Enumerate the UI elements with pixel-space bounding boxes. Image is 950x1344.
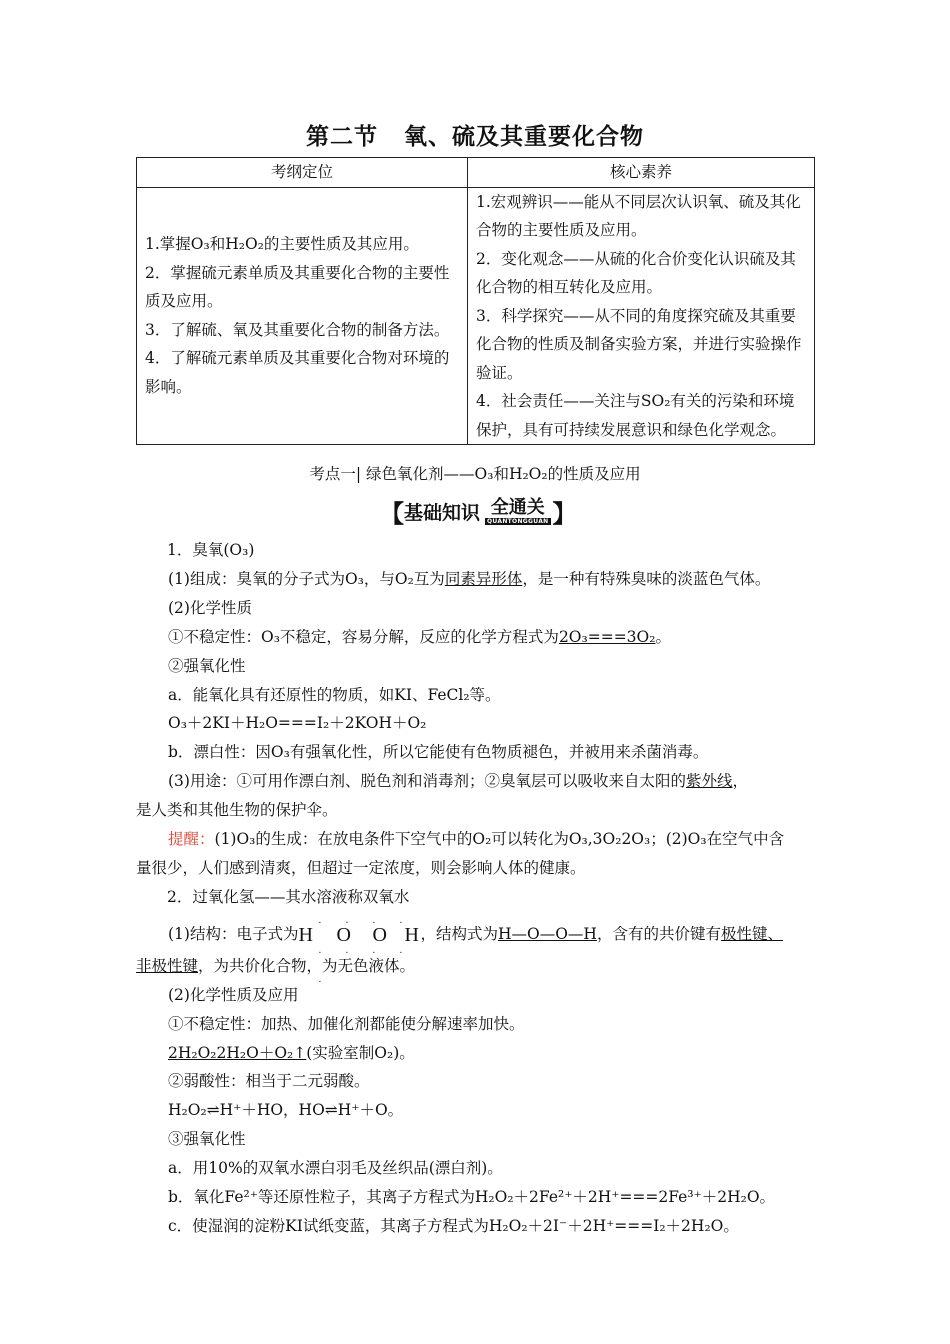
basic-knowledge-banner	[380, 494, 577, 528]
answer-underline: 同素异形体	[444, 569, 523, 588]
equation: H₂O₂⇌H⁺＋HO，HO⇌H⁺＋O。	[168, 1101, 404, 1120]
text: (3)用途：①可用作漂白剂、脱色剂和消毒剂；②臭氧层可以吸收来自太阳的	[168, 772, 686, 791]
paragraph: 1．臭氧(O₃)	[167, 541, 255, 559]
text: ，含有的共价键有	[596, 924, 721, 943]
answer-underline: 紫外线	[685, 772, 733, 791]
answer-underline: 2O₃===3O₂	[558, 627, 656, 646]
text: (实验室制O₂)。	[306, 1043, 415, 1062]
banner-text: 基础知识	[404, 501, 481, 524]
answer-underline: H—O—O—H	[497, 924, 597, 943]
right-bracket: 】	[552, 499, 577, 528]
text: (1)结构：电子式为	[168, 924, 299, 943]
equation: O₃＋2KI＋H₂O===I₂＋2KOH＋O₂	[168, 714, 427, 733]
left-bracket: 【	[380, 499, 404, 528]
outline-item: 3．了解硫、氧及其重要化合物的制备方法。	[145, 320, 450, 339]
paragraph: (2)化学性质及应用	[168, 985, 299, 1004]
paragraph	[136, 565, 816, 594]
atom: H	[298, 923, 313, 946]
header-exam-outline: 考纲定位	[137, 158, 468, 188]
paragraph: ①不稳定性：加热、加催化剂都能使分解速率加快。	[168, 1014, 525, 1033]
electron-dots: · · · · ·	[318, 947, 413, 988]
atom: O	[372, 923, 387, 946]
paragraph: (2)化学性质	[168, 598, 252, 617]
section-name: 氧、硫及其重要化合物	[404, 124, 644, 150]
text: ①不稳定性：O₃不稳定，容易分解，反应的化学方程式为	[168, 627, 559, 646]
text: (1)组成：臭氧的分子式为O₃，与O₂互为	[168, 569, 445, 588]
electron-dots: · · · ·	[318, 917, 413, 929]
paragraph	[136, 623, 816, 652]
text: ，	[732, 772, 748, 791]
paragraph: 2．过氧化氢——其水溶液称双氧水	[167, 887, 410, 906]
paragraph: ②弱酸性：相当于二元弱酸。	[168, 1072, 370, 1091]
paragraph: 量很少，人们感到清爽，但超过一定浓度，则会影响人体的健康。	[136, 858, 586, 877]
literacy-item: 2．变化观念——从硫的化合价变化认识硫及其化合物的相互转化及应用。	[476, 249, 796, 296]
objectives-table	[136, 157, 815, 445]
paragraph: c．使湿润的淀粉KI试纸变蓝，其离子方程式为H₂O₂＋2I⁻＋2H⁺===I₂＋2H₂O。	[168, 1216, 739, 1235]
paragraph	[136, 952, 816, 981]
header-core-literacy: 核心素养	[468, 158, 815, 188]
answer-underline: 2H₂O₂2H₂O＋O₂↑	[168, 1043, 307, 1062]
content-body	[136, 536, 816, 1241]
literacy-item: 4．社会责任——关注与SO₂有关的污染和环境保护，具有可持续发展意识和绿色化学观念。	[476, 392, 795, 439]
core-literacy-cell	[468, 187, 815, 445]
outline-item: 4．了解硫元素单质及其重要化合物对环境的影响。	[145, 349, 450, 396]
paragraph: a．能氧化具有还原性的物质，如KI、FeCl₂等。	[168, 685, 501, 704]
text: (1)O₃的生成：在放电条件下空气中的O₂可以转化为O₃,3O₂2O₃；(2)O₃在空气中含	[214, 830, 785, 849]
paragraph: 是人类和其他生物的保护伞。	[136, 801, 338, 820]
banner-tag	[485, 498, 550, 525]
paragraph: a．用10%的双氧水漂白羽毛及丝织品(漂白剂)。	[168, 1159, 503, 1178]
literacy-item: 3．科学探究——从不同的角度探究硫及其重要化合物的性质及制备实验方案，并进行实验操作验证。	[476, 306, 802, 382]
section-number: 第二节	[306, 124, 378, 150]
text: 。	[655, 627, 671, 646]
answer-underline: 极性键、	[720, 924, 783, 943]
paragraph	[136, 1039, 816, 1068]
outline-item: 2．掌握硫元素单质及其重要化合物的主要性质及应用。	[145, 263, 450, 311]
reminder-label: 提醒：	[168, 830, 215, 849]
paragraph: ③强氧化性	[168, 1130, 246, 1149]
text: ，结构式为	[420, 924, 498, 943]
answer-underline: 非极性键	[136, 956, 199, 975]
literacy-item: 1.宏观辨识——能从不同层次认识氧、硫及其化合物的主要性质及应用。	[476, 192, 801, 239]
banner-tag-main: 全通关	[490, 496, 545, 518]
text: ，是一种有特殊臭味的淡蓝色气体。	[522, 569, 771, 588]
reminder	[136, 825, 816, 854]
exam-point-heading: 考点一| 绿色氧化剂——O₃和H₂O₂的性质及应用	[309, 465, 641, 483]
exam-outline-cell	[137, 187, 468, 445]
section-title	[0, 118, 950, 151]
paragraph: ②强氧化性	[168, 656, 246, 675]
paragraph: b．氧化Fe²⁺等还原性粒子，其离子方程式为H₂O₂＋2Fe²⁺＋2H⁺===2Fe³⁺＋2H₂O。	[168, 1188, 776, 1207]
paragraph	[136, 767, 816, 796]
atom: O	[336, 923, 351, 946]
outline-item: 1.掌握O₃和H₂O₂的主要性质及其应用。	[145, 235, 419, 254]
paragraph: b．漂白性：因O₃有强氧化性，所以它能使有色物质褪色，并被用来杀菌消毒。	[168, 743, 709, 762]
atom: H	[404, 923, 419, 946]
text: ，为共价化合物，为无色液体。	[198, 956, 416, 975]
banner-tag-pinyin: QUANTONGGUAN	[487, 517, 549, 525]
